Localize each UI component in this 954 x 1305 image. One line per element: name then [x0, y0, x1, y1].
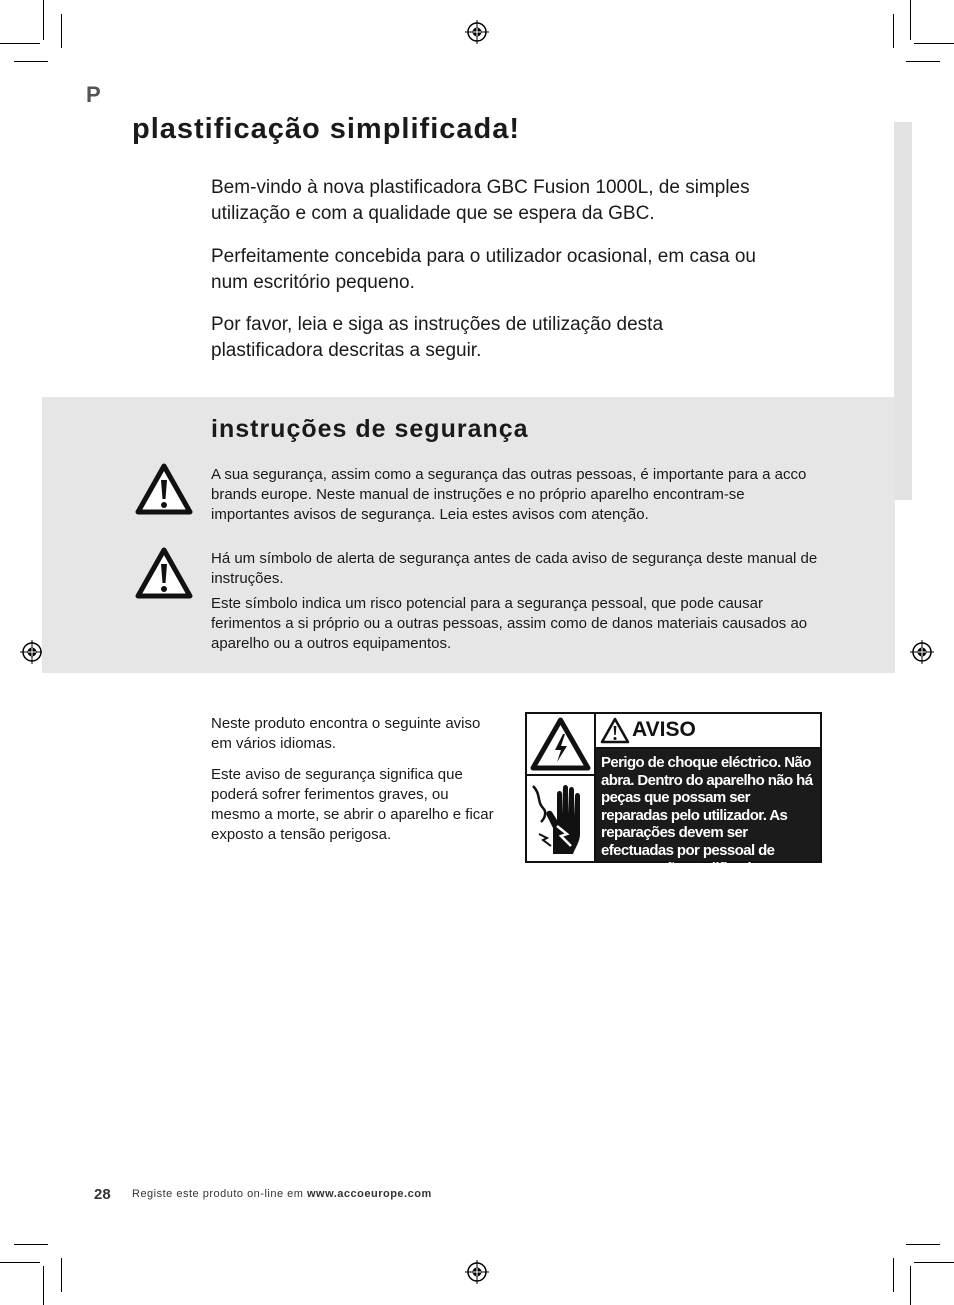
warning-label-top-cell	[527, 714, 594, 776]
warning-label-bottom-cell	[527, 776, 594, 861]
intro-paragraph: Por favor, leia e siga as instruções de utilização desta plastificadora descritas a seguir.	[211, 314, 664, 361]
crop-mark	[61, 1258, 62, 1292]
warning-triangle-icon	[600, 717, 630, 744]
safety-text: A sua segurança, assim como a segurança das outras pessoas, é importante para a acco brands europe. Neste manual de instruções e no próprio aparelho encontram-se importantes avisos de segurança. Leia estes avisos com atenção.	[211, 466, 807, 523]
side-band	[894, 122, 912, 500]
crop-mark	[910, 0, 911, 40]
warning-label-body	[596, 749, 820, 877]
crop-mark	[914, 1262, 954, 1263]
crop-mark	[906, 1244, 940, 1245]
crop-mark	[14, 61, 48, 62]
warning-triangle-icon	[135, 547, 193, 599]
page-title: plastificação simplificada!	[132, 113, 521, 145]
registration-mark-icon	[910, 640, 934, 664]
warning-label-text: Perigo de choque eléctrico. Não abra. Dentro do aparelho não há peças que possam ser reparadas pelo utilizador. As reparações devem ser efectuadas por pessoal de manutenção qualificado.	[601, 754, 813, 877]
warning-triangle-icon	[135, 463, 193, 515]
crop-mark	[914, 43, 954, 44]
crop-mark	[893, 14, 894, 48]
intro-paragraph: Bem-vindo à nova plastificadora GBC Fusion 1000L, de simples utilização e com a qualidade que se espera da GBC.	[211, 177, 750, 224]
product-notice-text: Neste produto encontra o seguinte aviso em vários idiomas.	[211, 715, 481, 752]
crop-mark	[906, 61, 940, 62]
crop-mark	[893, 1258, 894, 1292]
crop-mark	[43, 1266, 44, 1305]
intro-paragraph: Perfeitamente concebida para o utilizador ocasional, em casa ou num escritório pequeno.	[211, 246, 756, 293]
footer-register-text: Registe este produto on-line em	[132, 1188, 307, 1200]
registration-mark-icon	[465, 1260, 489, 1284]
footer-register	[132, 1188, 432, 1200]
electrical-hazard-icon	[527, 714, 594, 774]
electric-shock-hand-icon	[527, 776, 594, 861]
crop-mark	[61, 14, 62, 48]
crop-mark	[0, 43, 40, 44]
warning-label-icons	[527, 714, 596, 861]
safety-title: instruções de segurança	[211, 415, 529, 443]
warning-label-heading: AVISO	[632, 718, 696, 741]
warning-label-header	[596, 714, 820, 749]
safety-text: Há um símbolo de alerta de segurança antes de cada aviso de segurança deste manual de instruções.	[211, 550, 818, 587]
product-notice-text: Este aviso de segurança significa que poderá sofrer ferimentos graves, ou mesmo a morte, se abrir o aparelho e ficar exposto a tensão perigosa.	[211, 766, 494, 843]
crop-mark	[0, 1262, 40, 1263]
footer-url[interactable]: www.accoeurope.com	[306, 1188, 432, 1200]
language-tag: P	[86, 82, 101, 107]
warning-label	[525, 712, 822, 877]
safety-text: Este símbolo indica um risco potencial para a segurança pessoal, que pode causar ferimentos a si próprio ou a outras pessoas, assim como de danos materiais causados ao aparelho ou a outros equipamentos.	[211, 595, 808, 652]
registration-mark-icon	[20, 640, 44, 664]
registration-mark-icon	[465, 20, 489, 44]
crop-mark	[14, 1244, 48, 1245]
crop-mark	[43, 0, 44, 40]
crop-mark	[910, 1266, 911, 1305]
page-number: 28	[94, 1186, 111, 1203]
